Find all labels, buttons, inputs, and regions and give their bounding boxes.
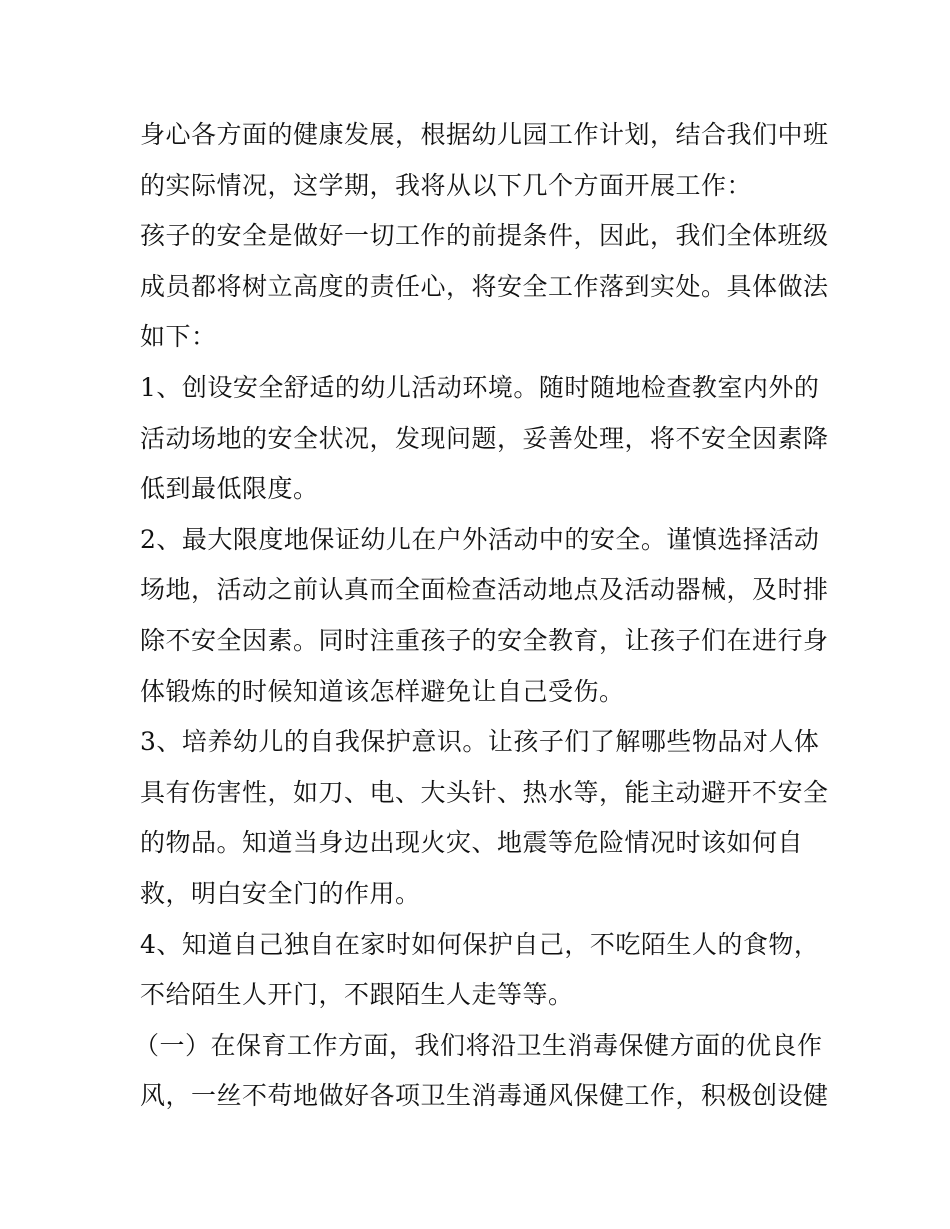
text-line-1: 身心各方面的健康发展，根据幼儿园工作计划，结合我们中班 — [140, 120, 829, 149]
text-line-16: 救，明白安全门的作用。 — [140, 878, 421, 908]
text-line-3: 孩子的安全是做好一切工作的前提条件，因此，我们全体班级 — [140, 221, 829, 251]
text-line-5: 如下： — [140, 322, 217, 352]
text-line-19: （一）在保育工作方面，我们将沿卫生消毒保健方面的优良作 — [134, 1030, 823, 1060]
text-line-4: 成员都将树立高度的责任心，将安全工作落到实处。具体做法 — [140, 271, 829, 301]
text-line-9: 2、最大限度地保证幼儿在户外活动中的安全。谨慎选择活动 — [140, 524, 820, 554]
text-line-2: 的实际情况，这学期，我将从以下几个方面开展工作： — [140, 170, 753, 200]
text-line-20: 风，一丝不苟地做好各项卫生消毒通风保健工作，积极创设健 — [140, 1081, 829, 1111]
text-line-8: 低到最低限度。 — [140, 474, 319, 504]
text-line-10: 场地，活动之前认真而全面检查活动地点及活动器械，及时排 — [140, 575, 829, 605]
document-body — [134, 110, 829, 1122]
text-line-15: 的物品。知道当身边出现火灾、地震等危险情况时该如何自 — [140, 828, 804, 858]
text-line-6: 1、创设安全舒适的幼儿活动环境。随时随地检查教室内外的 — [140, 372, 820, 402]
text-line-18: 不给陌生人开门，不跟陌生人走等等。 — [140, 980, 574, 1010]
text-line-7: 活动场地的安全状况，发现问题，妥善处理，将不安全因素降 — [140, 423, 829, 453]
text-line-13: 3、培养幼儿的自我保护意识。让孩子们了解哪些物品对人体 — [140, 727, 820, 757]
text-line-17: 4、知道自己独自在家时如何保护自己，不吃陌生人的食物， — [140, 929, 820, 959]
text-line-12: 体锻炼的时候知道该怎样避免让自己受伤。 — [140, 676, 625, 706]
text-line-11: 除不安全因素。同时注重孩子的安全教育，让孩子们在进行身 — [140, 625, 829, 655]
text-line-14: 具有伤害性，如刀、电、大头针、热水等，能主动避开不安全 — [140, 777, 829, 807]
